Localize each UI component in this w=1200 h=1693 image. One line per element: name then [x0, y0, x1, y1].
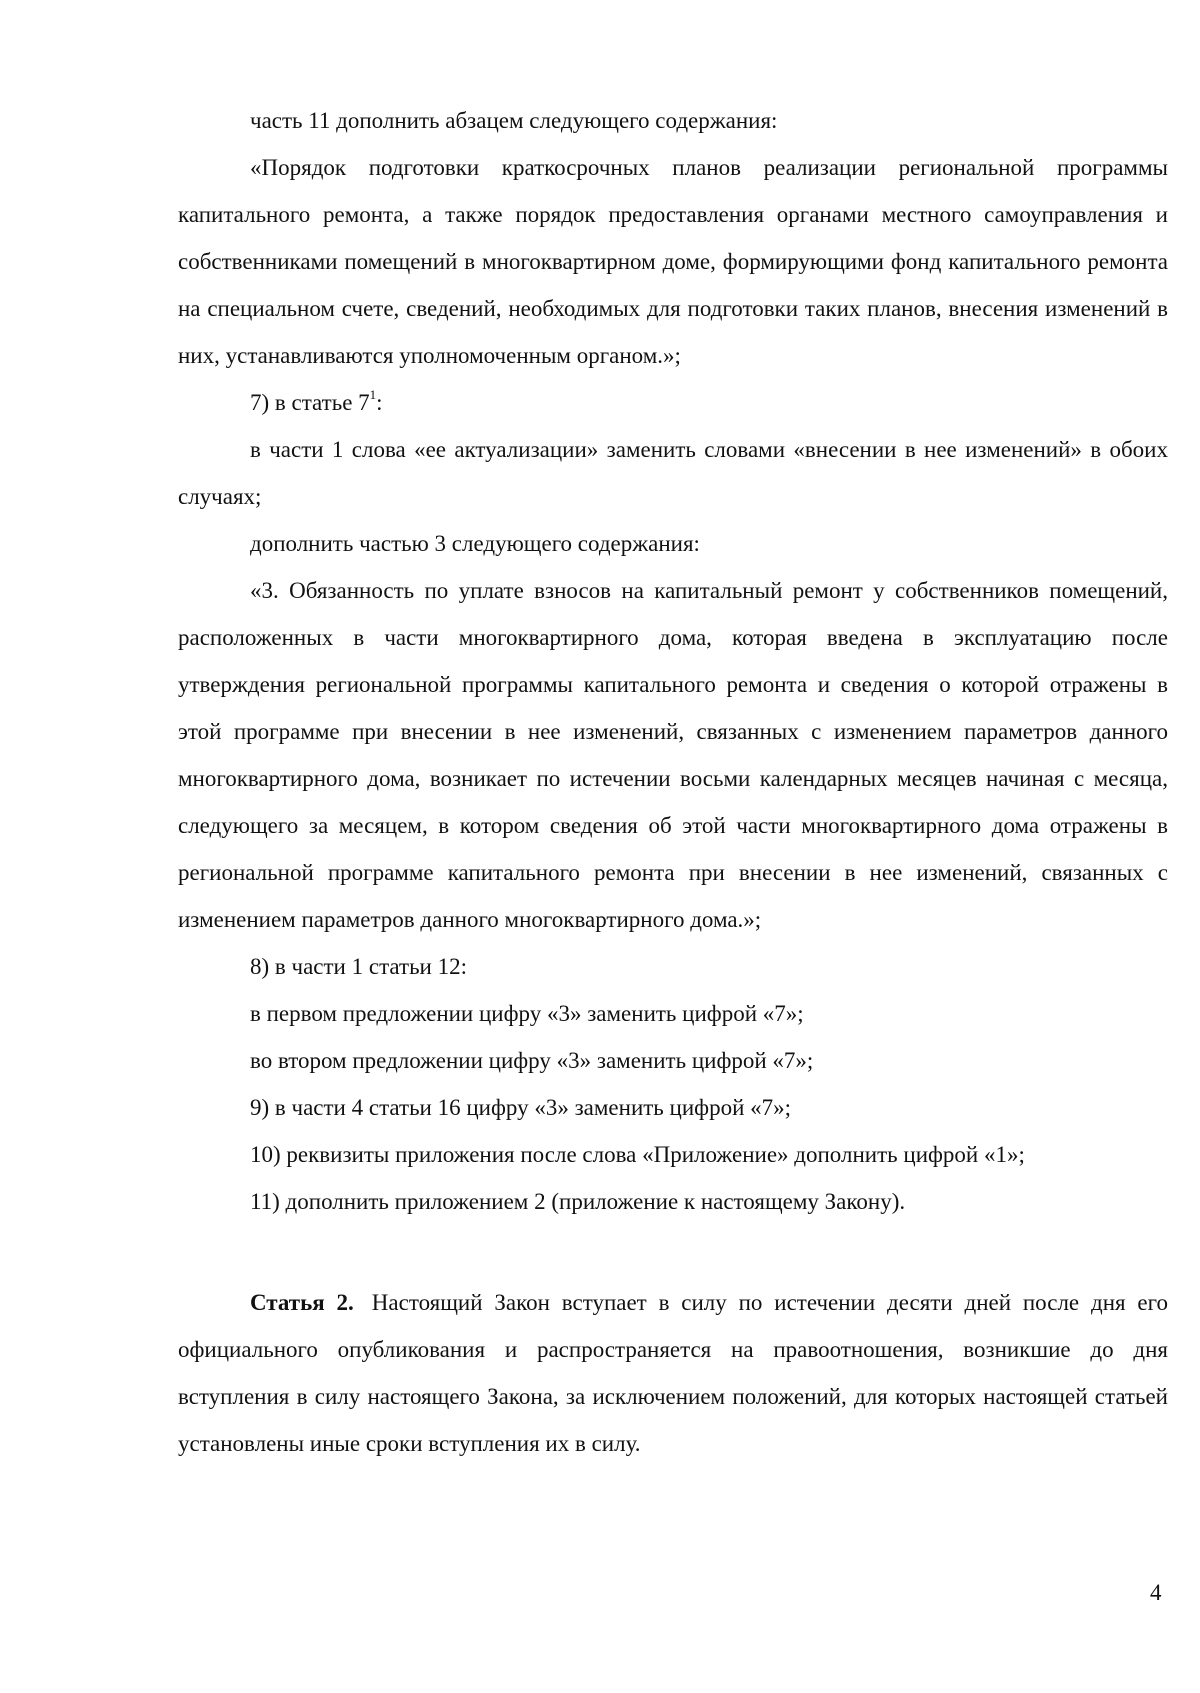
section-gap — [178, 1225, 1168, 1279]
page-number: 4 — [1150, 1580, 1162, 1605]
paragraph-item-8: 8) в части 1 статьи 12: — [250, 954, 468, 979]
paragraph-item-11: 11) дополнить приложением 2 (приложение к настоящему Закону). — [250, 1189, 906, 1214]
paragraph-obligation-quote: «3. Обязанность по уплате взносов на капитальный ремонт у собственников помещений, расположенных в части многоквартирного дома, которая введена в эксплуатацию после утверждения региональной программы капитального ремонта и сведения о которой отражены в этой программе при внесении в нее изменений, связанных с изменением параметров данного многоквартирного дома, возникает по истечении восьми календарных месяцев начиная с месяца, следующего за месяцем, в котором сведения об этой части многоквартирного дома отражены в региональной программе капитального ремонта при внесении в нее изменений, связанных с изменением параметров данного многоквартирного дома.»; — [178, 578, 1168, 932]
paragraph-article-2 — [178, 1279, 1168, 1467]
article-2-heading: Статья 2. — [250, 1290, 354, 1315]
article-2-text: Настоящий Закон вступает в силу по истечении десяти дней после дня его официального опубликования и распространяется на правоотношения, возникшие до дня вступления в силу настоящего Закона, за исключением положений, для которых настоящей статьей установлены иные сроки вступления их в силу. — [178, 1290, 1168, 1456]
paragraph-part-11: часть 11 дополнить абзацем следующего содержания: — [250, 108, 778, 133]
paragraph-part-1-words: в части 1 слова «ее актуализации» заменить словами «внесении в нее изменений» в обоих случаях; — [178, 437, 1168, 509]
item-7-text: 7) в статье 7 — [250, 390, 370, 415]
paragraph-item-9: 9) в части 4 статьи 16 цифру «3» заменить цифрой «7»; — [250, 1095, 792, 1120]
paragraph-item-7 — [178, 379, 1168, 426]
item-7-superscript: 1 — [369, 387, 377, 403]
paragraph-first-sentence: в первом предложении цифру «3» заменить цифрой «7»; — [250, 1001, 804, 1026]
paragraph-item-10: 10) реквизиты приложения после слова «Приложение» дополнить цифрой «1»; — [250, 1142, 1025, 1167]
paragraph-second-sentence: во втором предложении цифру «3» заменить цифрой «7»; — [250, 1048, 814, 1073]
document-body — [178, 97, 1168, 1467]
item-7-tail: : — [376, 390, 383, 415]
paragraph-order-quote: «Порядок подготовки краткосрочных планов реализации региональной программы капитального ремонта, а также порядок предоставления органами местного самоуправления и собственниками помещений в многоквартирном доме, формирующими фонд капитального ремонта на специальном счете, сведений, необходимых для подготовки таких планов, внесения изменений в них, устанавливаются уполномоченным органом.»; — [178, 155, 1168, 368]
paragraph-add-part-3: дополнить частью 3 следующего содержания: — [250, 531, 700, 556]
